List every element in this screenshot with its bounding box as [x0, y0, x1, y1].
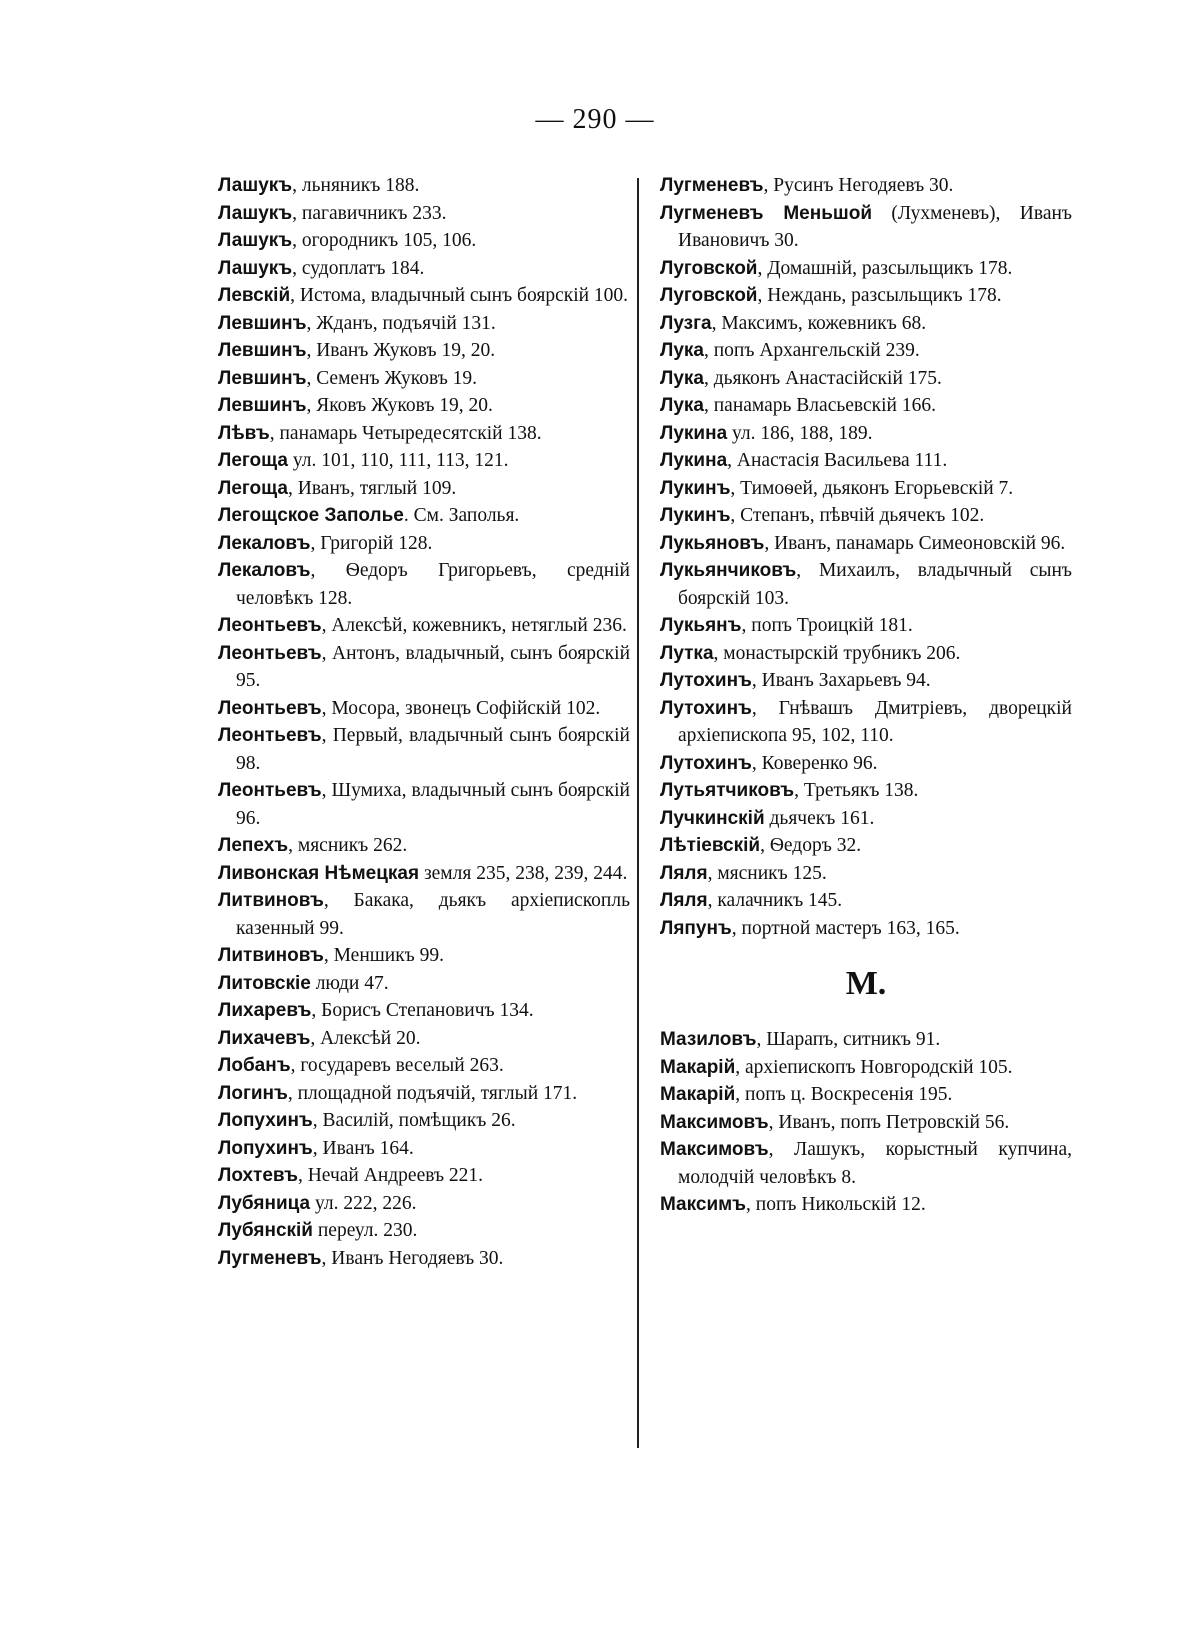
entry-text: , судоплатъ 184.: [292, 257, 425, 279]
entry-headword: Литвиновъ: [218, 945, 324, 966]
index-entry: [218, 1245, 630, 1273]
index-entry: [218, 640, 630, 695]
index-entry: [218, 722, 630, 777]
entry-headword: Лашукъ: [218, 230, 293, 251]
entry-headword: Легощское Заполье: [218, 505, 404, 526]
entry-headword: Лѣвъ: [218, 422, 270, 444]
index-entry: [660, 612, 1072, 640]
index-entry: [218, 282, 630, 310]
index-entry: [218, 860, 630, 888]
entry-headword: Лукинъ: [660, 477, 731, 499]
entry-text: ул. 186, 188, 189.: [727, 422, 873, 444]
entry-text: , попъ Архангельскій 239.: [703, 340, 920, 361]
entry-headword: Лукьянчиковъ: [660, 560, 797, 581]
entry-text: , Алексѣй 20.: [310, 1027, 421, 1049]
entry-headword: Леонтьевъ: [218, 780, 322, 801]
entry-headword: Лукьянъ: [660, 615, 742, 636]
entry-text: , площадной подъячій, тяглый 171.: [287, 1082, 578, 1104]
entry-headword: Литвиновъ: [218, 890, 324, 911]
entry-headword: Леонтьевъ: [218, 697, 322, 719]
index-entry: [218, 1107, 630, 1135]
entry-text: . См. Заполья.: [403, 505, 520, 526]
entry-headword: Лихачевъ: [218, 1027, 311, 1049]
entry-text: , Русинъ Негодяевъ 30.: [763, 175, 954, 196]
section-entries: [660, 1026, 1072, 1219]
index-entry: [218, 365, 630, 393]
entry-headword: Лашукъ: [218, 175, 293, 196]
entry-text: дьячекъ 161.: [764, 807, 875, 829]
index-entry: [660, 805, 1072, 833]
entry-text: , попъ ц. Воскресенія 195.: [735, 1084, 953, 1105]
index-entry: [660, 887, 1072, 915]
entry-headword: Лѣтіевскій: [660, 835, 761, 856]
index-entry: [218, 1052, 630, 1080]
entry-headword: Лобанъ: [218, 1055, 291, 1076]
entry-text: , Тимоѳей, дьяконъ Егорьевскій 7.: [730, 477, 1014, 499]
entry-headword: Лузга: [660, 312, 712, 334]
entry-text: , монастырскій трубникъ 206.: [713, 642, 961, 664]
entry-text: , Иванъ, попъ Петровскій 56.: [768, 1111, 1010, 1133]
column-divider: [637, 178, 639, 1448]
entry-headword: Ливонская Нѣмецкая: [218, 862, 420, 884]
index-entry: [660, 365, 1072, 393]
index-entry: [660, 392, 1072, 420]
index-entry: [218, 530, 630, 558]
index-entry: [218, 887, 630, 942]
entry-headword: Левшинъ: [218, 340, 307, 361]
entry-text: , Домашній, разсыльщикъ 178.: [757, 257, 1013, 279]
entry-headword: Лутохинъ: [660, 697, 752, 719]
entry-text: , Анастасія Васильева 111.: [727, 450, 948, 471]
entry-text: , Шумиха, владычный сынъ боярскій 96.: [236, 780, 630, 829]
entry-text: , Ѳедоръ 32.: [760, 835, 862, 856]
entry-headword: Литовскіе: [218, 972, 311, 994]
entry-text: ул. 101, 110, 111, 113, 121.: [288, 450, 509, 471]
entry-headword: Лука: [660, 340, 704, 361]
entry-text: , Лашукъ, корыстный купчина, молодчій человѣкъ 8.: [678, 1139, 1072, 1188]
entry-headword: Лука: [660, 367, 704, 389]
entry-text: , Иванъ Негодяевъ 30.: [321, 1247, 504, 1269]
index-entry: [660, 420, 1072, 448]
entry-headword: Левшинъ: [218, 367, 307, 389]
index-entry: [660, 695, 1072, 750]
index-entry: [218, 172, 630, 200]
index-entry: [660, 777, 1072, 805]
entry-headword: Лекаловъ: [218, 532, 311, 554]
index-entry: [660, 860, 1072, 888]
entry-text: , попъ Никольскій 12.: [746, 1194, 926, 1215]
index-entry: [218, 420, 630, 448]
entry-headword: Лукинъ: [660, 505, 731, 526]
entry-text: , калачникъ 145.: [707, 890, 843, 911]
entry-headword: Лубянскій: [218, 1220, 313, 1241]
entry-headword: Лугменевъ: [218, 1247, 322, 1269]
index-entry: [660, 502, 1072, 530]
entry-headword: Лубяница: [218, 1192, 311, 1214]
entry-text: переул. 230.: [312, 1220, 418, 1241]
entry-text: , архіепископъ Новгородскій 105.: [735, 1056, 1013, 1078]
entry-text: , портной мастеръ 163, 165.: [731, 917, 960, 939]
entry-headword: Легоща: [218, 477, 288, 499]
index-entry: [218, 1162, 630, 1190]
entry-text: , Михаилъ, владычный сынъ боярскій 103.: [678, 560, 1072, 609]
index-entry: [218, 1217, 630, 1245]
entry-text: , государевъ веселый 263.: [290, 1055, 504, 1076]
index-entry: [218, 970, 630, 998]
index-entry: [660, 255, 1072, 283]
index-entry: [660, 1054, 1072, 1082]
entry-text: , Василій, помѣщикъ 26.: [312, 1110, 516, 1131]
entry-text: , Борисъ Степановичъ 134.: [311, 1000, 534, 1021]
entry-text: , Шарапъ, ситникъ 91.: [756, 1029, 941, 1050]
entry-text: ул. 222, 226.: [310, 1192, 417, 1214]
index-entry: [660, 667, 1072, 695]
entry-headword: Лекаловъ: [218, 560, 311, 581]
index-entry: [660, 1191, 1072, 1219]
entry-headword: Максимовъ: [660, 1139, 769, 1160]
entry-text: , Неждань, разсыльщикъ 178.: [757, 285, 1002, 306]
entry-headword: Ляля: [660, 862, 708, 884]
entry-text: , пагавичникъ 233.: [292, 202, 447, 224]
entry-headword: Лопухинъ: [218, 1137, 313, 1159]
entry-text: , Максимъ, кожевникъ 68.: [711, 312, 927, 334]
index-entry: [218, 612, 630, 640]
index-entry: [660, 1081, 1072, 1109]
entry-headword: Луговской: [660, 257, 758, 279]
entry-text: , Гнѣвашъ Дмитріевъ, дворецкій архіепископа 95, 102, 110.: [678, 697, 1072, 746]
index-entry: [218, 337, 630, 365]
entry-headword: Левшинъ: [218, 312, 307, 334]
entry-text: , льняникъ 188.: [292, 175, 420, 196]
entry-text: , Иванъ, панамарь Симеоновскій 96.: [764, 532, 1066, 554]
entry-headword: Лутохинъ: [660, 752, 752, 774]
entry-headword: Леонтьевъ: [218, 642, 322, 664]
entry-text: (Лухменевъ), Иванъ Ивановичъ 30.: [678, 202, 1072, 251]
index-entry: [660, 200, 1072, 255]
entry-headword: Лутьятчиковъ: [660, 780, 795, 801]
entry-text: , попъ Троицкій 181.: [741, 615, 913, 636]
index-entry: [660, 915, 1072, 943]
index-entry: [218, 942, 630, 970]
entry-text: , панамарь Четыредесятскій 138.: [269, 422, 542, 444]
entry-text: , Алексѣй, кожевникъ, нетяглый 236.: [321, 615, 627, 636]
entry-headword: Лашукъ: [218, 202, 293, 224]
entry-headword: Леонтьевъ: [218, 725, 322, 746]
entry-headword: Лихаревъ: [218, 1000, 312, 1021]
entry-text: , Семенъ Жуковъ 19.: [306, 367, 478, 389]
index-entry: [660, 310, 1072, 338]
index-entry: [218, 777, 630, 832]
entry-headword: Лутохинъ: [660, 670, 752, 691]
entry-text: , Первый, владычный сынъ боярскій 98.: [236, 725, 630, 774]
entry-headword: Лутка: [660, 642, 714, 664]
entry-headword: Ляпунъ: [660, 917, 732, 939]
entry-headword: Логинъ: [218, 1082, 288, 1104]
section-letter: М.: [845, 965, 887, 1002]
index-entry: [660, 832, 1072, 860]
index-entry: [218, 557, 630, 612]
index-entry: [218, 1025, 630, 1053]
entry-text: , мясникъ 262.: [288, 835, 408, 856]
entry-text: , Нечай Андреевъ 221.: [297, 1165, 484, 1186]
entry-text: , Иванъ Захарьевъ 94.: [751, 670, 931, 691]
entry-text: , дьяконъ Анастасійскій 175.: [703, 367, 942, 389]
page-number: — 290 —: [535, 104, 655, 135]
index-entry: [218, 475, 630, 503]
entry-headword: Макарій: [660, 1084, 736, 1105]
entry-headword: Лукьяновъ: [660, 532, 765, 554]
index-entry: [660, 557, 1072, 612]
entry-headword: Максимовъ: [660, 1111, 769, 1133]
right-entries: [660, 172, 1072, 942]
entry-text: , Иванъ 164.: [312, 1137, 414, 1159]
entry-text: земля 235, 238, 239, 244.: [419, 862, 628, 884]
index-entry: [660, 475, 1072, 503]
entry-text: люди 47.: [310, 972, 389, 994]
index-entry: [218, 997, 630, 1025]
entry-headword: Легоща: [218, 450, 288, 471]
entry-text: , Антонъ, владычный, сынъ боярскій 95.: [236, 642, 630, 691]
index-entry: [218, 447, 630, 475]
index-entry: [218, 200, 630, 228]
index-entry: [218, 1080, 630, 1108]
index-entry: [218, 502, 630, 530]
index-entry: [218, 310, 630, 338]
index-entry: [660, 337, 1072, 365]
entry-text: , Бакака, дьякъ архіепископль казенный 99.: [236, 890, 630, 939]
entry-text: , Григорій 128.: [310, 532, 433, 554]
entry-text: , Иванъ Жуковъ 19, 20.: [306, 340, 496, 361]
index-column-left: [218, 172, 630, 1272]
index-entry: [660, 282, 1072, 310]
index-entry: [218, 227, 630, 255]
index-entry: [218, 1135, 630, 1163]
index-entry: [218, 695, 630, 723]
index-entry: [218, 392, 630, 420]
entry-text: , Яковъ Жуковъ 19, 20.: [306, 395, 493, 416]
index-entry: [660, 1026, 1072, 1054]
entry-headword: Лепехъ: [218, 835, 289, 856]
entry-headword: Лукина: [660, 422, 728, 444]
entry-text: , Меншикъ 99.: [323, 945, 445, 966]
index-entry: [660, 1136, 1072, 1191]
entry-headword: Левшинъ: [218, 395, 307, 416]
entry-headword: Лукина: [660, 450, 728, 471]
entry-headword: Луговской: [660, 285, 758, 306]
entry-text: , Ѳедоръ Григорьевъ, средній человѣкъ 128.: [236, 560, 630, 609]
entry-text: , Истома, владычный сынъ боярскій 100.: [290, 285, 629, 306]
entry-headword: Макарій: [660, 1056, 736, 1078]
entry-text: , Мосора, звонецъ Софійскій 102.: [321, 697, 601, 719]
entry-headword: Мазиловъ: [660, 1029, 757, 1050]
entry-headword: Лука: [660, 395, 704, 416]
index-entry: [218, 1190, 630, 1218]
entry-headword: Максимъ: [660, 1194, 747, 1215]
index-entry: [660, 750, 1072, 778]
entry-text: , Иванъ, тяглый 109.: [288, 477, 457, 499]
entry-headword: Лучкинскій: [660, 807, 765, 829]
entry-text: , мясникъ 125.: [707, 862, 827, 884]
entry-text: , огородникъ 105, 106.: [292, 230, 477, 251]
index-entry: [660, 640, 1072, 668]
index-column-right: [660, 172, 1072, 1219]
entry-headword: Лохтевъ: [218, 1165, 298, 1186]
entry-headword: Лопухинъ: [218, 1110, 313, 1131]
entry-headword: Лугменевъ Меньшой: [660, 202, 873, 224]
entry-text: , Степанъ, пѣвчій дьячекъ 102.: [730, 505, 985, 526]
entry-headword: Лашукъ: [218, 257, 293, 279]
entry-headword: Ляля: [660, 890, 708, 911]
entry-text: , Жданъ, подъячій 131.: [306, 312, 496, 334]
index-entry: [218, 255, 630, 283]
entry-headword: Леонтьевъ: [218, 615, 322, 636]
entry-headword: Лугменевъ: [660, 175, 764, 196]
index-entry: [660, 447, 1072, 475]
index-entry: [218, 832, 630, 860]
index-entry: [660, 172, 1072, 200]
entry-text: , Третьякъ 138.: [794, 780, 919, 801]
entry-text: , панамарь Власьевскій 166.: [703, 395, 936, 416]
entry-text: , Коверенко 96.: [751, 752, 878, 774]
entry-headword: Левскій: [218, 285, 291, 306]
index-entry: [660, 530, 1072, 558]
index-entry: [660, 1109, 1072, 1137]
